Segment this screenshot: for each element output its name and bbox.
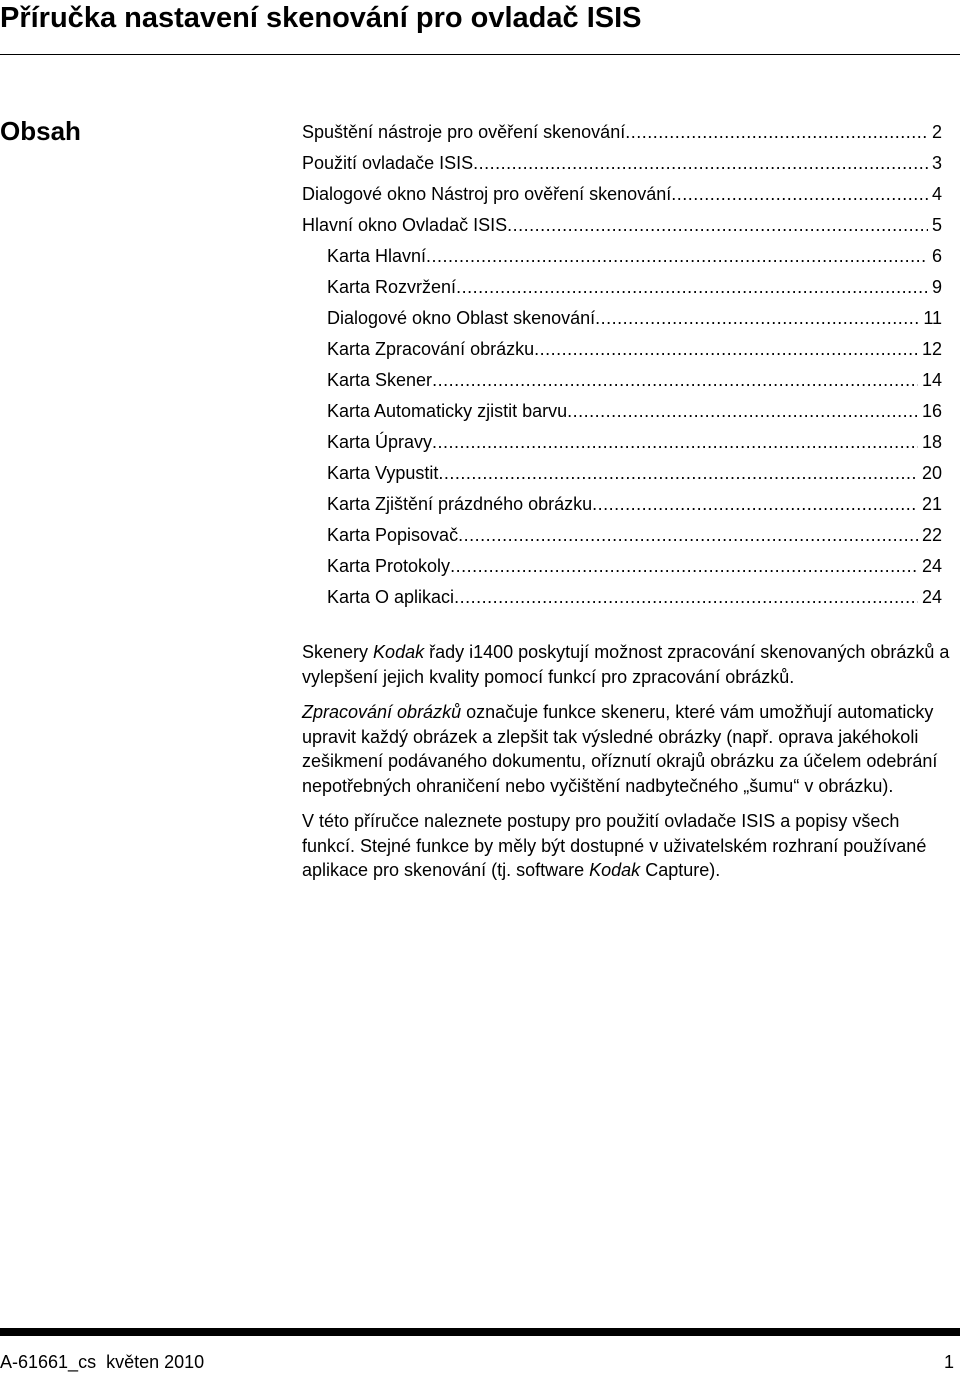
toc-dot-leader [592, 489, 918, 520]
brand-kodak: Kodak [589, 860, 641, 880]
toc-entry-title: Karta Skener [327, 370, 433, 390]
body-text [302, 640, 957, 894]
toc-entry-title: Karta Zjištění prázdného obrázku [327, 494, 593, 514]
footer-doc-id: A-61661_cs květen 2010 [0, 1352, 205, 1372]
footer-rule [0, 1328, 960, 1336]
toc-entry[interactable] [302, 520, 942, 551]
toc-entry-title: Karta Protokoly [327, 556, 451, 576]
toc-dot-leader [450, 551, 918, 582]
toc-entry-title: Karta O aplikaci [327, 587, 455, 607]
toc-dot-leader [432, 427, 918, 458]
toc-heading: Obsah [0, 116, 81, 146]
toc-entry[interactable] [302, 241, 942, 272]
document-title: Příručka nastavení skenování pro ovladač ISIS [0, 2, 642, 34]
toc-dot-leader [507, 210, 928, 241]
toc-dot-leader [671, 179, 928, 210]
toc-entry-page: 2 [931, 122, 942, 142]
toc-entry-title: Karta Úpravy [327, 432, 433, 452]
toc-dot-leader [456, 272, 928, 303]
toc-dot-leader [438, 458, 918, 489]
toc-dot-leader [426, 241, 928, 272]
toc-entry-title: Dialogové okno Nástroj pro ověření skenování [302, 184, 672, 204]
text-span: označuje funkce skeneru, které vám umožňují automaticky upravit každý obrázek a zlepšit tak výsledné obrázky (např. oprava jakéhokoli zešikmení podávaného dokumentu, oříznutí okrajů obrázku za účelem odebrání nepotřebných ohraničení nebo vyčištění nadbytečného „šumu“ v obrázku). [302, 702, 938, 796]
toc-entry-page: 4 [931, 184, 942, 204]
toc-dot-leader [454, 582, 918, 613]
toc-entry-page: 3 [931, 153, 942, 173]
toc-dot-leader [473, 148, 928, 179]
toc-entry[interactable] [302, 427, 942, 458]
text-span: V této příručce naleznete postupy pro použití ovladače ISIS a popisy všech funkcí. Stejné funkce by měly být dostupné v uživatelském rozhraní používané aplikace pro skenování (tj. software [302, 811, 927, 880]
toc-entry-title: Karta Automaticky zjistit barvu [327, 401, 568, 421]
toc-entry-page: 18 [921, 432, 942, 452]
toc-dot-leader [432, 365, 918, 396]
toc-entry-title: Dialogové okno Oblast skenování [327, 308, 596, 328]
brand-kodak: Kodak [373, 642, 425, 662]
toc-entry-page: 11 [923, 308, 942, 328]
toc-entry-page: 14 [921, 370, 942, 390]
text-span: Skenery [302, 642, 374, 662]
toc-dot-leader [534, 334, 918, 365]
toc-dot-leader [458, 520, 918, 551]
toc-entry[interactable] [302, 396, 942, 427]
toc-entry[interactable] [302, 551, 942, 582]
toc-entry[interactable] [302, 117, 942, 148]
toc-dot-leader [595, 303, 919, 334]
toc-dot-leader [567, 396, 918, 427]
toc-entry-title: Karta Vypustit [327, 463, 439, 483]
toc-entry[interactable] [302, 272, 942, 303]
toc-entry[interactable] [302, 303, 942, 334]
table-of-contents [302, 117, 942, 613]
toc-entry[interactable] [302, 148, 942, 179]
guide-paragraph [302, 809, 957, 883]
image-processing-paragraph [302, 700, 957, 798]
toc-entry-title: Hlavní okno Ovladač ISIS [302, 215, 508, 235]
toc-entry-page: 5 [931, 215, 942, 235]
toc-entry-page: 24 [921, 556, 942, 576]
toc-entry[interactable] [302, 210, 942, 241]
intro-paragraph [302, 640, 957, 689]
toc-entry[interactable] [302, 334, 942, 365]
toc-entry[interactable] [302, 582, 942, 613]
toc-entry-title: Karta Rozvržení [327, 277, 457, 297]
toc-entry-title: Karta Hlavní [327, 246, 427, 266]
footer-page-number: 1 [943, 1352, 954, 1372]
term-image-processing: Zpracování obrázků [302, 702, 462, 722]
toc-entry-page: 9 [931, 277, 942, 297]
toc-entry-title: Karta Popisovač [327, 525, 459, 545]
toc-entry-page: 22 [921, 525, 942, 545]
toc-entry-title: Karta Zpracování obrázku [327, 339, 535, 359]
toc-entry-page: 21 [921, 494, 942, 514]
toc-entry[interactable] [302, 365, 942, 396]
toc-entry-title: Spuštění nástroje pro ověření skenování [302, 122, 626, 142]
toc-entry-page: 20 [921, 463, 942, 483]
toc-entry[interactable] [302, 458, 942, 489]
text-span: řady i1400 poskytují možnost zpracování skenovaných obrázků a vylepšení jejich kvality pomocí funkcí pro zpracování obrázků. [302, 642, 950, 687]
toc-entry-page: 16 [921, 401, 942, 421]
toc-dot-leader [625, 117, 928, 148]
toc-entry[interactable] [302, 179, 942, 210]
toc-entry-title: Použití ovladače ISIS [302, 153, 474, 173]
toc-entry-page: 24 [921, 587, 942, 607]
toc-entry-page: 6 [931, 246, 942, 266]
title-rule [0, 54, 960, 55]
text-span: Capture). [640, 860, 721, 880]
toc-entry[interactable] [302, 489, 942, 520]
toc-entry-page: 12 [921, 339, 942, 359]
